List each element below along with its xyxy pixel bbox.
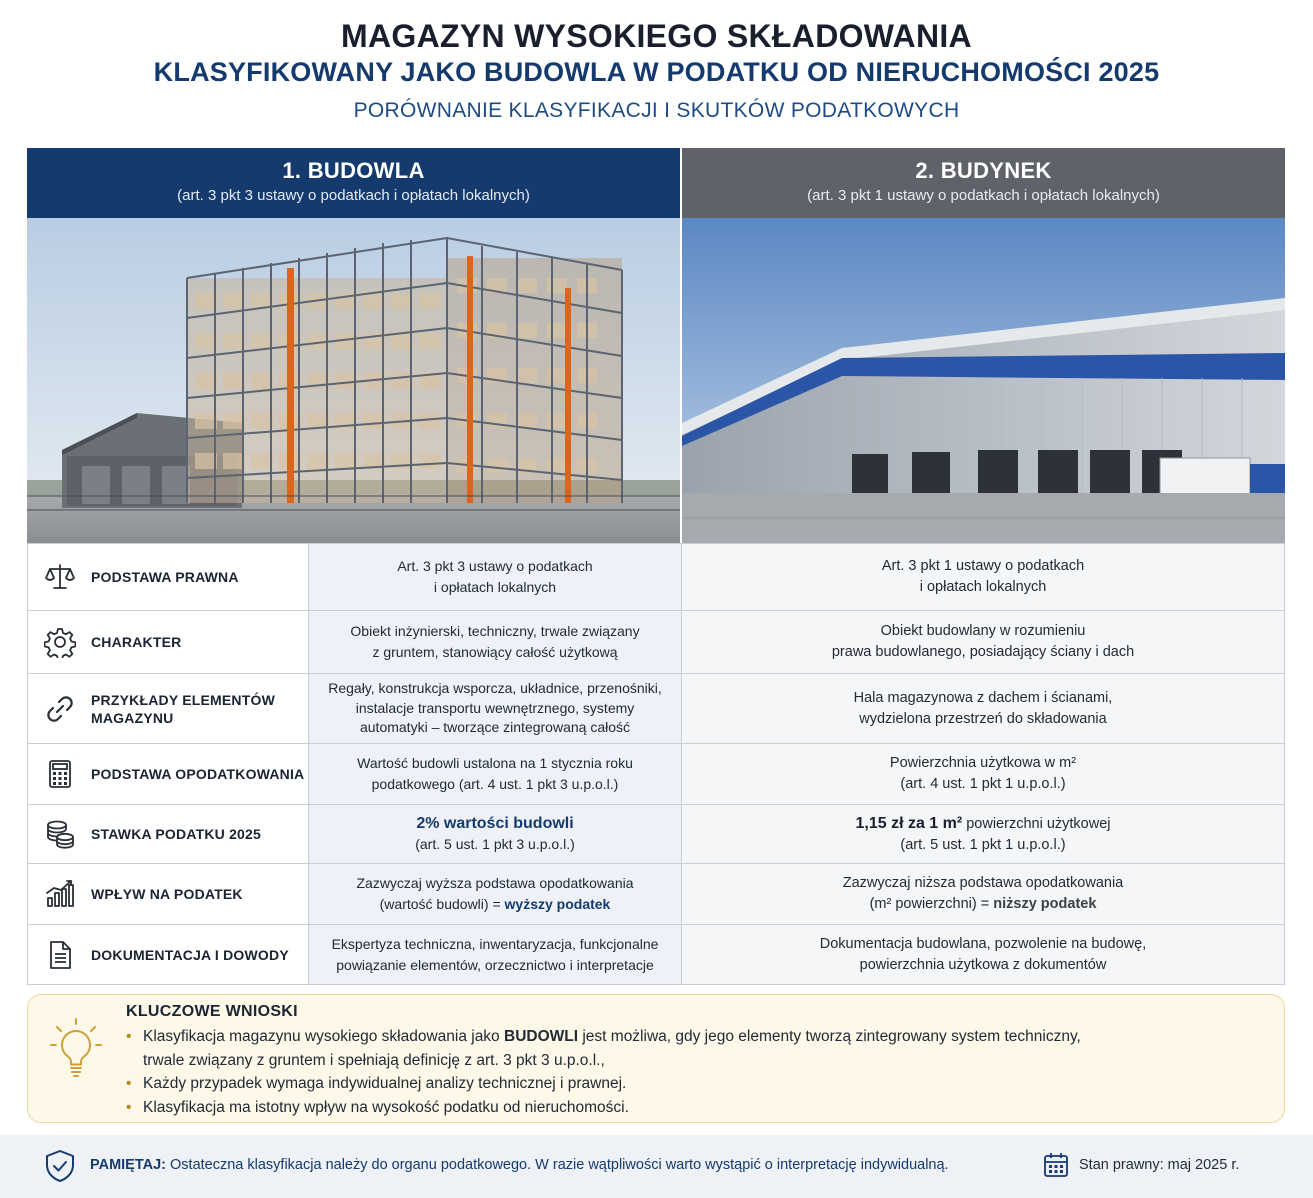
cell-line: (art. 4 ust. 1 pkt 1 u.p.o.l.) (900, 776, 1066, 792)
row-label: PODSTAWA OPODATKOWANIA (91, 766, 305, 782)
cell-line: z gruntem, stanowiący całość użytkową (372, 644, 618, 660)
bar-chart-icon (44, 878, 76, 910)
cell-text: (wartość budowli) = (379, 896, 505, 912)
cell-line: Dokumentacja budowlana, pozwolenie na budowę, (819, 935, 1147, 952)
cell-line: Hala magazynowa z dachem i ścianami, (853, 689, 1113, 706)
row-label-line: MAGAZYNU (91, 709, 174, 726)
budowla-cell (309, 864, 682, 924)
cell-line: instalacje transportu wewnętrznego, systemy (355, 699, 635, 716)
table-row-documentation (28, 925, 1284, 984)
cell-line: Ekspertyza techniczna, inwentaryzacja, funkcjonalne (331, 935, 659, 952)
footer-note-label: PAMIĘTAJ: (90, 1157, 166, 1173)
gear-icon (44, 626, 76, 658)
cell-line: i opłatach lokalnych (433, 579, 557, 595)
document-icon (44, 939, 76, 971)
budynek-cell (682, 864, 1284, 924)
page-header (0, 0, 1313, 140)
lightbulb-icon (48, 1017, 104, 1081)
conclusions-list (126, 1025, 1081, 1119)
table-row-legal-basis (28, 544, 1284, 611)
table-row-tax-base (28, 744, 1284, 805)
list-item (126, 1025, 1081, 1072)
budynek-cell (682, 744, 1284, 804)
comparison-table (27, 543, 1285, 985)
budowla-cell (309, 544, 682, 610)
cell-line: automatyki – tworzące zintegrowaną całość (359, 719, 631, 736)
conclusions-title: KLUCZOWE WNIOSKI (126, 1003, 298, 1020)
conclusion-text: Klasyfikacja magazynu wysokiego składowania jako (143, 1028, 504, 1045)
column-reference: (art. 3 pkt 1 ustawy o podatkach i opłatach lokalnych) (807, 187, 1160, 204)
impact-highlight: wyższy podatek (504, 896, 611, 912)
calculator-icon (44, 758, 76, 790)
cell-line: powiązanie elementów, orzecznictwo i interpretacje (336, 956, 654, 973)
cell-line: Zazwyczaj niższa podstawa opodatkowania (842, 875, 1124, 891)
column-header-budowla (27, 148, 680, 218)
key-conclusions-box (27, 994, 1285, 1123)
cell-line: Obiekt inżynierski, techniczny, trwale związany (350, 623, 640, 639)
budynek-cell (682, 544, 1284, 610)
page-title: MAGAZYN WYSOKIEGO SKŁADOWANIA (341, 18, 972, 54)
row-label-cell (28, 674, 309, 743)
table-row-tax-impact (28, 864, 1284, 925)
table-row-tax-rate (28, 805, 1284, 864)
budynek-cell (682, 611, 1284, 673)
cell-line: Zazwyczaj wyższa podstawa opodatkowania (356, 875, 634, 891)
column-reference: (art. 3 pkt 3 ustawy o podatkach i opłatach lokalnych) (177, 187, 530, 204)
cell-line: powierzchnia użytkowa z dokumentów (859, 956, 1107, 973)
tax-rate-value: 1,15 zł za 1 m² (855, 814, 963, 832)
row-label-cell (28, 544, 309, 610)
conclusion-emphasis: BUDOWLI (504, 1028, 579, 1045)
warehouse-hall-photo (682, 218, 1285, 543)
row-label-cell (28, 864, 309, 924)
budowla-cell (309, 805, 682, 863)
cell-line: wydzielona przestrzeń do składowania (859, 710, 1107, 727)
cell-line: prawa budowlanego, posiadający ściany i dach (831, 644, 1135, 660)
cell-line: Regały, konstrukcja wsporcza, układnice, przenośniki, (328, 680, 662, 697)
column-header-budynek (682, 148, 1285, 218)
impact-highlight: niższy podatek (993, 896, 1097, 912)
conclusion-text: trwale związany z gruntem i spełniają definicję z art. 3 pkt 3 u.p.o.l., (143, 1051, 605, 1069)
column-title: 2. BUDYNEK (915, 158, 1052, 183)
row-label: DOKUMENTACJA I DOWODY (91, 946, 289, 963)
row-label: STAWKA PODATKU 2025 (91, 826, 262, 842)
page-subtitle: KLASYFIKOWANY JAKO BUDOWLA W PODATKU OD NIERUCHOMOŚCI 2025 (153, 57, 1160, 87)
conclusion-text: jest możliwa, gdy jego elementy tworzą zintegrowany system techniczny, (578, 1028, 1081, 1045)
budynek-cell (682, 805, 1284, 863)
row-label: WPŁYW NA PODATEK (91, 886, 243, 902)
cell-line: Obiekt budowlany w rozumieniu (880, 623, 1086, 639)
budowla-cell (309, 674, 682, 743)
high-bay-rack-warehouse-photo (27, 218, 680, 543)
budowla-cell (309, 925, 682, 984)
scales-icon (44, 561, 76, 593)
row-label (91, 691, 275, 727)
cell-line: i opłatach lokalnych (919, 579, 1047, 595)
footer-bar (0, 1135, 1313, 1198)
list-item: • Klasyfikacja ma istotny wpływ na wysokość podatku od nieruchomości. (126, 1096, 1081, 1120)
column-title: 1. BUDOWLA (282, 158, 425, 183)
tax-rate-value: 2% wartości budowli (416, 815, 574, 832)
row-label-cell (28, 805, 309, 863)
link-icon (44, 693, 76, 725)
cell-line: Wartość budowli ustalona na 1 stycznia roku (357, 755, 633, 771)
cell-line: (art. 5 ust. 1 pkt 1 u.p.o.l.) (900, 836, 1066, 853)
legal-status-date: Stan prawny: maj 2025 r. (1079, 1157, 1240, 1173)
footer-note (90, 1157, 949, 1173)
row-label-cell (28, 744, 309, 804)
budowla-cell (309, 611, 682, 673)
row-label-cell (28, 925, 309, 984)
cell-text: powierzchni użytkowej (962, 815, 1111, 832)
row-label: PODSTAWA PRAWNA (91, 569, 239, 585)
budynek-cell (682, 925, 1284, 984)
row-label-cell (28, 611, 309, 673)
cell-line: (art. 5 ust. 1 pkt 3 u.p.o.l.) (415, 836, 575, 852)
footer-note-text: Ostateczna klasyfikacja należy do organu podatkowego. W razie wątpliwości warto wystąpić o interpretację indywidualną. (166, 1157, 949, 1173)
row-label-line: PRZYKŁADY ELEMENTÓW (91, 691, 275, 708)
cell-text: (m² powierzchni) = (869, 896, 994, 912)
table-row-examples (28, 674, 1284, 744)
budowla-cell (309, 744, 682, 804)
coins-icon (44, 818, 76, 850)
cell-line: podatkowego (art. 4 ust. 1 pkt 3 u.p.o.l.) (371, 776, 619, 792)
shield-check-icon (44, 1149, 76, 1183)
table-row-character (28, 611, 1284, 674)
page-tagline: PORÓWNANIE KLASYFIKACJI I SKUTKÓW PODATKOWYCH (353, 99, 960, 122)
cell-line: Art. 3 pkt 3 ustawy o podatkach (397, 558, 593, 574)
cell-line: Art. 3 pkt 1 ustawy o podatkach (881, 558, 1085, 574)
calendar-icon (1042, 1151, 1070, 1179)
cell-line: Powierzchnia użytkowa w m² (889, 755, 1077, 771)
row-label: CHARAKTER (91, 634, 182, 650)
budynek-cell (682, 674, 1284, 743)
list-item: • Każdy przypadek wymaga indywidualnej analizy technicznej i prawnej. (126, 1072, 1081, 1096)
